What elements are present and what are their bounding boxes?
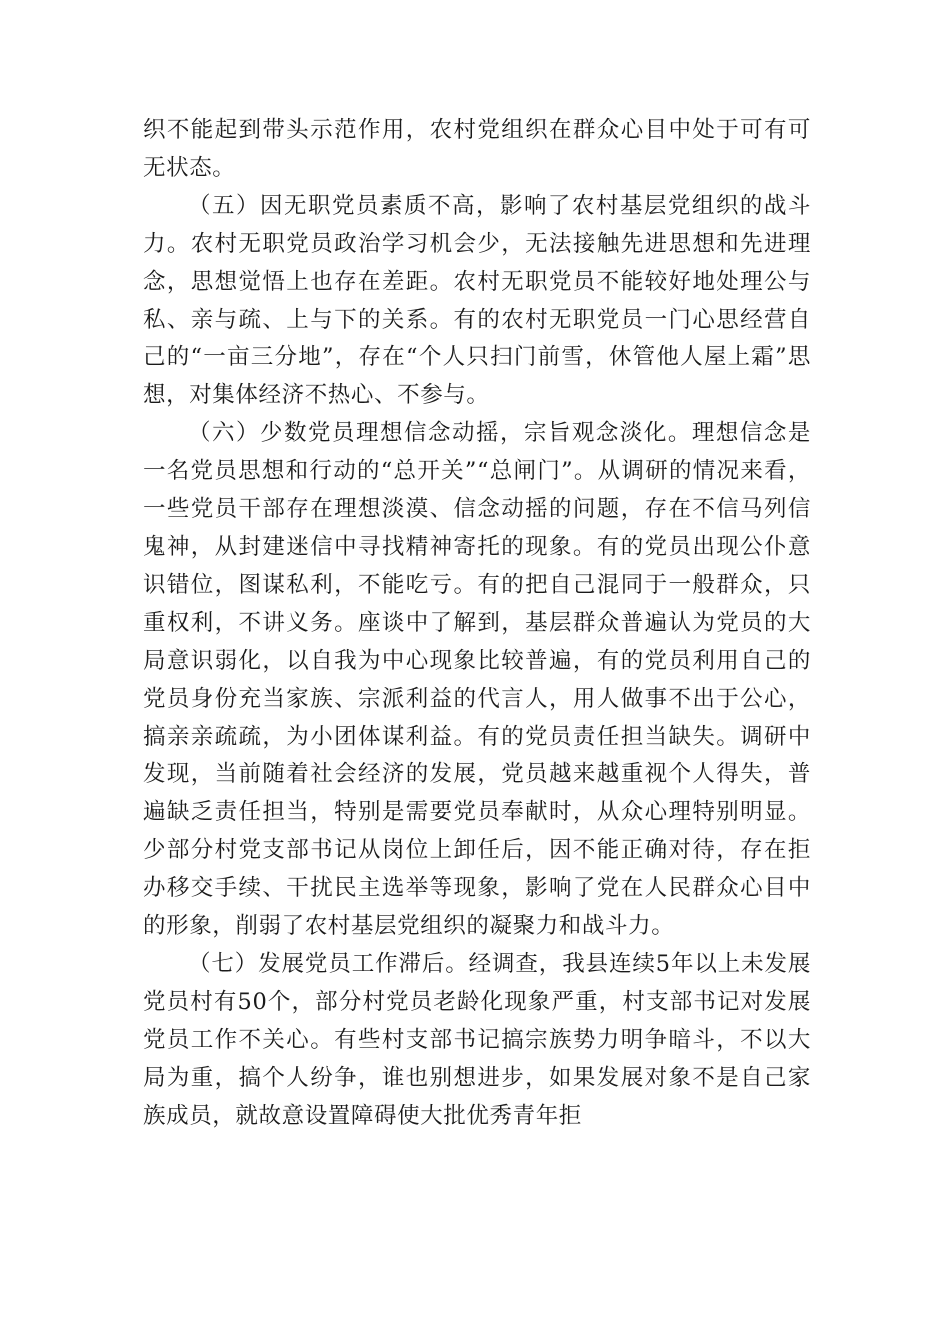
paragraph-section-5: （五）因无职党员素质不高，影响了农村基层党组织的战斗力。农村无职党员政治学习机会少，无法接触先进思想和先进理念，思想觉悟上也存在差距。农村无职党员不能较好地处理公与私、亲与疏、上与下的关系。有的农村无职党员一门心思经营自己的“一亩三分地”，存在“个人只扫门前雪，休管他人屋上霜”思想，对集体经济不热心、不参与。 [143,192,811,409]
paragraph-section-6: （六）少数党员理想信念动摇，宗旨观念淡化。理想信念是一名党员思想和行动的“总开关”“总闸门”。从调研的情况来看，一些党员干部存在理想淡漠、信念动摇的问题，存在不信马列信鬼神，从封建迷信中寻找精神寄托的现象。有的党员出现公仆意识错位，图谋私利，不能吃亏。有的把自己混同于一般群众，只重权利，不讲义务。座谈中了解到，基层群众普遍认为党员的大局意识弱化，以自我为中心现象比较普遍，有的党员利用自己的党员身份充当家族、宗派利益的代言人，用人做事不出于公心，搞亲亲疏疏，为小团体谋利益。有的党员责任担当缺失。调研中发现，当前随着社会经济的发展，党员越来越重视个人得失，普遍缺乏责任担当，特别是需要党员奉献时，从众心理特别明显。少部分村党支部书记从岗位上卸任后，因不能正确对待，存在拒办移交手续、干扰民主选举等现象，影响了党在人民群众心目中的形象，削弱了农村基层党组织的凝聚力和战斗力。 [143,420,811,940]
paragraph-continuation: 织不能起到带头示范作用，农村党组织在群众心目中处于可有可无状态。 [143,117,811,181]
paragraph-section-7: （七）发展党员工作滞后。经调查，我县连续5年以上未发展党员村有50个，部分村党员老龄化现象严重，村支部书记对发展党员工作不关心。有些村支部书记搞宗族势力明争暗斗，不以大局为重，搞个人纷争，谁也别想进步，如果发展对象不是自己家族成员，就故意设置障碍使大批优秀青年拒 [143,950,811,1129]
body-text [143,112,811,1135]
